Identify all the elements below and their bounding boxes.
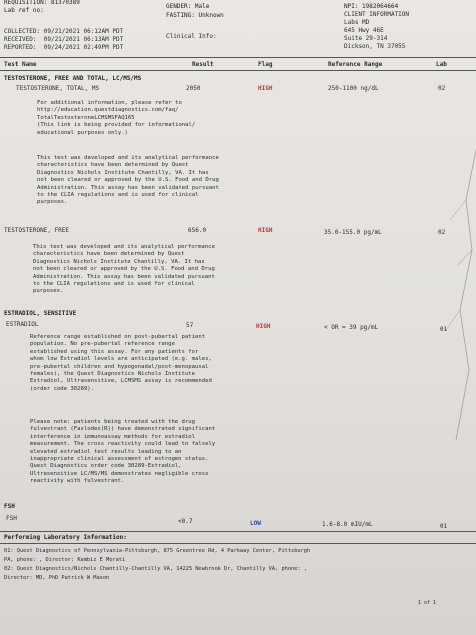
received-line: RECEIVED: 09/21/2021 06:13AM PDT (4, 36, 124, 43)
test-name: TESTOSTERONE, TOTAL, MS (16, 85, 100, 92)
test-flag-high: HIGH (258, 85, 273, 92)
estradiol-reference-note: Reference range established on post-pubertal patient population. No pre-pubertal reference range established using this assay. For any patients for whom low Estradiol levels are anticipated (e.g. males, pre-pubertal children and hypogonadal/post-menopausal females), the Quest Diagnostics Nichols Institute Estradiol, Ultrasensitive, LCMSMS assay is recommended (order code 30289). (30, 334, 212, 392)
estradiol-fulvestrant-note: Please note: patients being treated with the drug fulvestrant (Faslodex(R)) have demonstrated significant interference in immunoassay methods for estradiol measurement. The cross reactivity could lead to falsely elevated estradiol test results leading to an inappropriate clinical assessment of estrogen status. Quest Diagnostics order code 30289-Estradiol, Ultrasensitive LC/MS/MS demonstrates negligible cross reactivity with fulvestrant. (30, 419, 216, 485)
client-information-label: CLIENT INFORMATION (344, 11, 410, 18)
page-number: 1 of 1 (418, 600, 437, 606)
npi-line: NPI: 1982064664 (344, 3, 399, 10)
performing-lab-01-director: PA, phone: , Director: Kambiz E Merati (4, 557, 126, 563)
screen-crack-decoration (436, 140, 476, 440)
performing-heading-rule (0, 543, 476, 544)
test-lab: 02 (438, 229, 446, 236)
test-lab: 01 (440, 523, 448, 530)
test-reference-range: < OR = 39 pg/mL (324, 324, 379, 331)
table-top-rule (0, 57, 476, 58)
performing-lab-02: 02: Quest Diagnostics/Nichols Chantilly-Chantilly VA, 14225 Newbrook Dr, Chantilly VA, phone: , (4, 566, 307, 572)
test-result: <0.7 (178, 518, 193, 525)
fsh-heading: FSH (4, 503, 15, 510)
test-lab: 01 (440, 326, 448, 333)
test-result: 656.0 (188, 227, 207, 234)
testosterone-heading: TESTOSTERONE, FREE AND TOTAL, LC/MS/MS (4, 75, 142, 82)
lab-ref-line: Lab ref no: (4, 7, 44, 14)
client-address-3: Dickson, TN 37055 (344, 43, 406, 50)
fasting-line: FASTING: Unknown (166, 12, 224, 19)
performing-lab-01: 01: Quest Diagnostics of Pennsylvania-Pittsburgh, 875 Greentree Rd, 4 Parkway Center, Pittsburgh (4, 548, 311, 554)
col-test-name: Test Name (4, 61, 37, 68)
performing-top-rule (0, 531, 476, 532)
test-flag-high: HIGH (258, 227, 273, 234)
testosterone-free-method-note: This test was developed and its analytical performance characteristics have been determined by Quest Diagnostics Nichols Institute Chantilly, VA. It has not been cleared or approved by the U.S. Food and Drug Administration. This assay has been validated pursuant to the CLIA regulations and is used for clinical purposes. (33, 244, 215, 295)
table-header-rule (0, 70, 476, 71)
test-flag-high: HIGH (256, 323, 271, 330)
test-reference-range: 35.0-155.0 pg/mL (324, 229, 382, 236)
performing-lab-heading: Performing Laboratory Information: (4, 534, 127, 541)
test-name: ESTRADIOL (6, 321, 39, 328)
test-flag-low: LOW (250, 520, 261, 527)
client-name: Labs MD (344, 19, 370, 26)
test-result: 2050 (186, 85, 201, 92)
performing-lab-02-director: Director: MD, PhD Patrick W Mason (4, 575, 110, 581)
col-flag: Flag (258, 61, 273, 68)
test-name: TESTOSTERONE, FREE (4, 227, 70, 234)
col-result: Result (192, 61, 214, 68)
client-address-2: Suite 29-314 (344, 35, 388, 42)
requisition-line: REQUISITION: 81370389 (4, 0, 80, 6)
test-result: 57 (186, 322, 194, 329)
reported-line: REPORTED: 09/24/2021 02:49PM PDT (4, 44, 124, 51)
estradiol-heading: ESTRADIOL, SENSITIVE (4, 310, 77, 317)
gender-line: GENDER: Male (166, 3, 210, 10)
test-name: FSH (6, 515, 17, 522)
test-lab: 02 (438, 85, 446, 92)
col-reference-range: Reference Range (328, 61, 383, 68)
clinical-info-line: Clinical Info: (166, 33, 217, 40)
testosterone-total-info-note: For additional information, please refer to http://education.questdiagnostics.com/faq/ TotalTestosteroneLCMSMSFAQ165 (This link is being provided for informational/ educational purposes only.) (37, 100, 196, 136)
col-lab: Lab (436, 61, 447, 68)
collected-line: COLLECTED: 09/21/2021 06:12AM PDT (4, 28, 124, 35)
test-reference-range: 250-1100 ng/dL (328, 85, 379, 92)
testosterone-total-method-note: This test was developed and its analytical performance characteristics have been determined by Quest Diagnostics Nichols Institute Chantilly, VA. It has not been cleared or approved by the U.S. Food and Drug Administration. This assay has been validated pursuant to the CLIA regulations and is used for clinical purposes. (37, 155, 219, 206)
client-address-1: 645 Hwy 46E (344, 27, 384, 34)
test-reference-range: 1.6-8.0 mIU/mL (322, 521, 373, 528)
